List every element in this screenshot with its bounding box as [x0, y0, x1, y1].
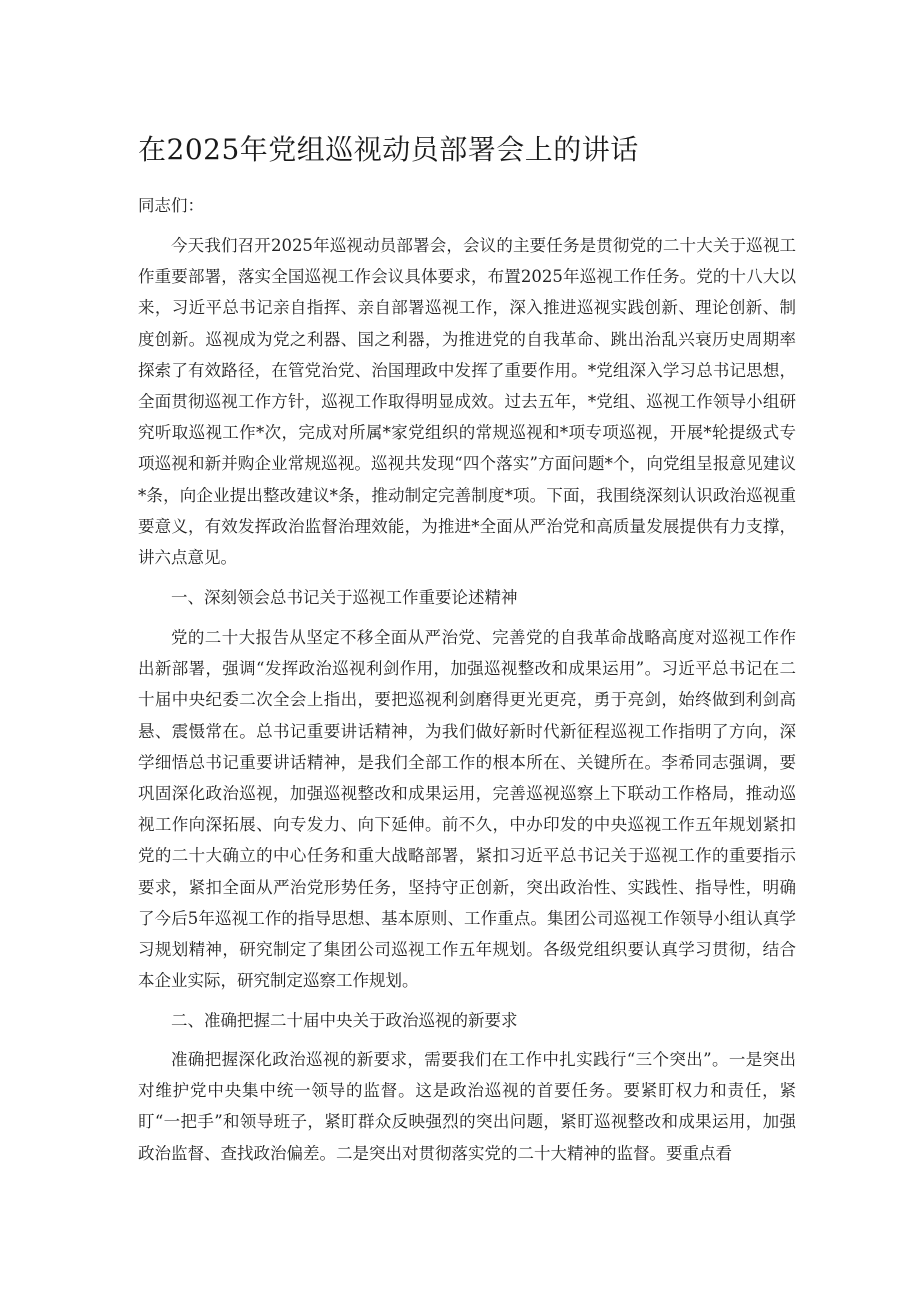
section-1-paragraph: 党的二十大报告从坚定不移全面从严治党、完善党的自我革命战略高度对巡视工作作出新部署，强调“发挥政治巡视利剑作用，加强巡视整改和成果运用”。习近平总书记在二十届中央纪委二次全会上指出，要把巡视利剑磨得更光更亮，勇于亮剑，始终做到利剑高悬、震慑常在。总书记重要讲话精神，为我们做好新时代新征程巡视工作指明了方向，深学细悟总书记重要讲话精神，是我们全部工作的根本所在、关键所在。李希同志强调，要巩固深化政治巡视，加强巡视整改和成果运用，完善巡视巡察上下联动工作格局，推动巡视工作向深拓展、向专发力、向下延伸。前不久，中办印发的中央巡视工作五年规划紧扣党的二十大确立的中心任务和重大战略部署，紧扣习近平总书记关于巡视工作的重要指示要求，紧扣全面从严治党形势任务，坚持守正创新，突出政治性、实践性、指导性，明确了今后5年巡视工作的指导思想、基本原则、工作重点。集团公司巡视工作领导小组认真学习规划精神，研究制定了集团公司巡视工作五年规划。各级党组织要认真学习贯彻，结合本企业实际，研究制定巡察工作规划。: [138, 628, 796, 991]
document-title: 在2025年党组巡视动员部署会上的讲话: [138, 133, 639, 166]
salutation: 同志们：: [138, 196, 204, 215]
section-2-heading: 二、准确把握二十届中央关于政治巡视的新要求: [171, 1011, 518, 1030]
section-1-heading: 一、深刻领会总书记关于巡视工作重要论述精神: [171, 588, 518, 607]
intro-paragraph: 今天我们召开2025年巡视动员部署会，会议的主要任务是贯彻党的二十大关于巡视工作重要部署，落实全国巡视工作会议具体要求，布置2025年巡视工作任务。党的十八大以来，习近平总书记亲自指挥、亲自部署巡视工作，深入推进巡视实践创新、理论创新、制度创新。巡视成为党之利器、国之利器，为推进党的自我革命、跳出治乱兴衰历史周期率探索了有效路径，在管党治党、治国理政中发挥了重要作用。*党组深入学习总书记思想，全面贯彻巡视工作方针，巡视工作取得明显成效。过去五年，*党组、巡视工作领导小组研究听取巡视工作*次，完成对所属*家党组织的常规巡视和*项专项巡视，开展*轮提级式专项巡视和新并购企业常规巡视。巡视共发现“四个落实”方面问题*个，向党组呈报意见建议*条，向企业提出整改建议*条，推动制定完善制度*项。下面，我围绕深刻认识政治巡视重要意义，有效发挥政治监督治理效能，为推进*全面从严治党和高质量发展提供有力支撑，讲六点意见。: [138, 236, 796, 568]
section-2-paragraph: 准确把握深化政治巡视的新要求，需要我们在工作中扎实践行“三个突出”。一是突出对维护党中央集中统一领导的监督。这是政治巡视的首要任务。要紧盯权力和责任，紧盯“一把手”和领导班子，紧盯群众反映强烈的突出问题，紧盯巡视整改和成果运用，加强政治监督、查找政治偏差。二是突出对贯彻落实党的二十大精神的监督。要重点看: [138, 1050, 796, 1163]
